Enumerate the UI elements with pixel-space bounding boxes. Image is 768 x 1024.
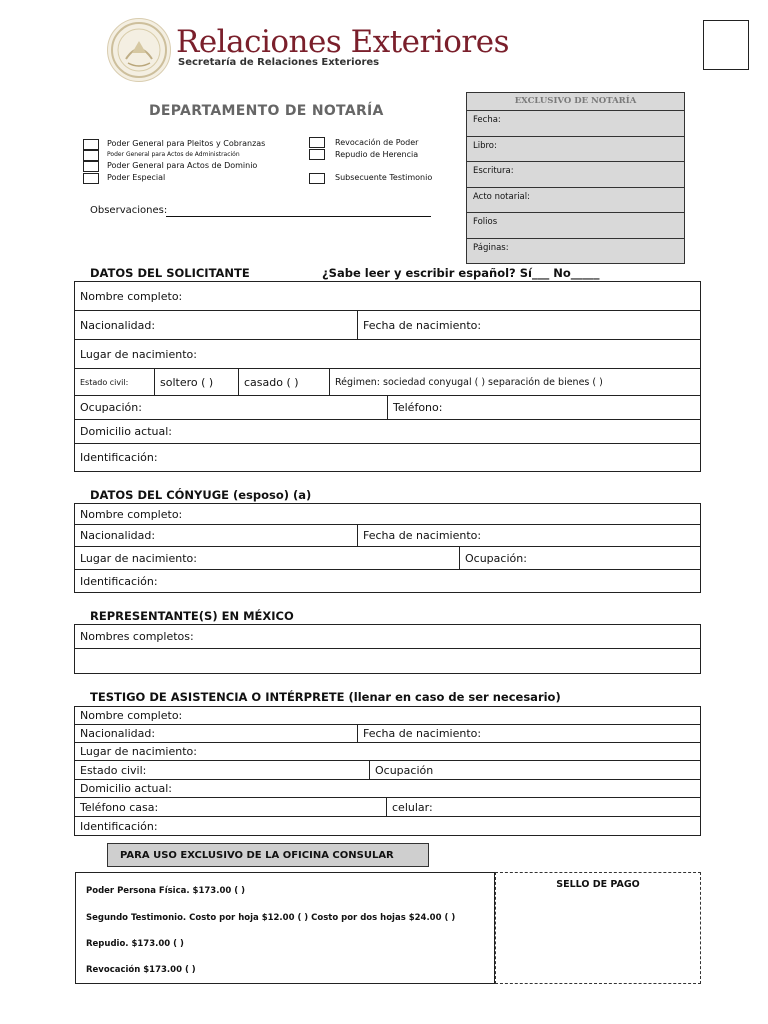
checkbox-revocacion[interactable] bbox=[309, 137, 325, 148]
field-label: Lugar de nacimiento: bbox=[80, 551, 197, 565]
domicilio-field[interactable] bbox=[75, 420, 700, 443]
option-label: Poder General para Pleitos y Cobranzas bbox=[107, 139, 266, 148]
consular-heading: PARA USO EXCLUSIVO DE LA OFICINA CONSULAR bbox=[107, 843, 429, 867]
option-label: Repudio de Herencia bbox=[335, 150, 419, 159]
field-label: Estado civil: bbox=[80, 377, 129, 387]
field-label: celular: bbox=[392, 800, 433, 814]
notary-row-label: Páginas: bbox=[473, 242, 509, 253]
regimen-field[interactable] bbox=[329, 369, 700, 395]
form-row bbox=[75, 743, 700, 761]
form-row bbox=[75, 725, 700, 743]
ministry-title: Relaciones Exteriores bbox=[176, 24, 509, 60]
fecha-nacimiento-field[interactable] bbox=[357, 311, 700, 339]
form-row bbox=[75, 420, 700, 444]
checkbox-repudio[interactable] bbox=[309, 149, 325, 160]
field-label: Teléfono: bbox=[393, 401, 443, 414]
field-label: Nacionalidad: bbox=[80, 318, 156, 332]
option-label: Poder General para Actos de Administración bbox=[107, 151, 240, 158]
field-label: Fecha de nacimiento: bbox=[363, 318, 482, 332]
ocupacion-field[interactable] bbox=[75, 396, 387, 419]
notary-box bbox=[466, 92, 685, 264]
identificacion-field[interactable] bbox=[75, 444, 700, 471]
notary-row-label: Fecha: bbox=[473, 115, 501, 125]
solicitante-form bbox=[74, 281, 701, 472]
option-label: Subsecuente Testimonio bbox=[335, 173, 433, 182]
field-label: Nombres completos: bbox=[80, 630, 194, 643]
conyuge-nombre-field[interactable] bbox=[75, 504, 700, 524]
testigo-form bbox=[74, 706, 701, 836]
testigo-identificacion-field[interactable] bbox=[75, 817, 700, 835]
field-label: Ocupación: bbox=[80, 401, 142, 414]
field-label: Fecha de nacimiento: bbox=[363, 529, 482, 542]
form-row bbox=[75, 780, 700, 798]
literacy-question: ¿Sabe leer y escribir español? Sí___ No_____ bbox=[322, 266, 600, 280]
solicitante-heading: DATOS DEL SOLICITANTE bbox=[90, 266, 250, 280]
field-label: Identificación: bbox=[80, 819, 158, 833]
checkbox-poder-admin[interactable] bbox=[83, 150, 99, 161]
field-label: Identificación: bbox=[80, 451, 158, 464]
testigo-fecha-nacimiento-field[interactable] bbox=[357, 725, 700, 742]
testigo-domicilio-field[interactable] bbox=[75, 780, 700, 797]
field-label: Ocupación: bbox=[465, 551, 527, 565]
ministry-subtitle: Secretaría de Relaciones Exteriores bbox=[178, 57, 380, 68]
testigo-ocupacion-field[interactable] bbox=[369, 761, 700, 779]
form-row bbox=[75, 798, 700, 817]
form-row bbox=[75, 311, 700, 340]
casado-option[interactable] bbox=[238, 369, 329, 395]
representantes-nombres-field[interactable] bbox=[75, 625, 700, 648]
field-label: casado ( ) bbox=[244, 375, 299, 389]
observaciones-label: Observaciones: bbox=[90, 205, 168, 216]
lugar-nacimiento-field[interactable] bbox=[75, 340, 700, 368]
fee-item[interactable]: Poder Persona Física. $173.00 ( ) bbox=[86, 886, 245, 896]
form-row bbox=[75, 761, 700, 780]
notary-row[interactable] bbox=[467, 137, 684, 163]
nacionalidad-field[interactable] bbox=[75, 311, 357, 339]
observaciones-field[interactable] bbox=[166, 216, 431, 217]
nombre-field[interactable] bbox=[75, 282, 700, 310]
notary-box-header: EXCLUSIVO DE NOTARÍA bbox=[467, 93, 684, 111]
department-title: DEPARTAMENTO DE NOTARÍA bbox=[149, 103, 384, 119]
form-row bbox=[75, 504, 700, 525]
form-row bbox=[75, 649, 700, 673]
checkbox-poder-dominio[interactable] bbox=[83, 161, 99, 172]
form-row bbox=[75, 547, 700, 570]
representantes-form bbox=[74, 624, 701, 674]
government-seal-logo bbox=[107, 18, 171, 82]
form-row bbox=[75, 444, 700, 471]
form-row bbox=[75, 396, 700, 420]
testigo-telefono-field[interactable] bbox=[75, 798, 386, 816]
conyuge-lugar-nacimiento-field[interactable] bbox=[75, 547, 459, 569]
fee-item[interactable]: Repudio. $173.00 ( ) bbox=[86, 939, 184, 949]
field-label: Domicilio actual: bbox=[80, 425, 172, 438]
soltero-option[interactable] bbox=[154, 369, 238, 395]
telefono-field[interactable] bbox=[387, 396, 700, 419]
testigo-celular-field[interactable] bbox=[386, 798, 700, 816]
form-row bbox=[75, 625, 700, 649]
field-label: Estado civil: bbox=[80, 763, 147, 777]
field-label: Teléfono casa: bbox=[80, 800, 159, 814]
field-label: Nombre completo: bbox=[80, 709, 183, 722]
field-label: Nacionalidad: bbox=[80, 727, 156, 740]
testigo-heading: TESTIGO DE ASISTENCIA O INTÉRPRETE (llenar en caso de ser necesario) bbox=[90, 690, 561, 704]
field-label: Nombre completo: bbox=[80, 289, 183, 303]
field-label: Ocupación bbox=[375, 763, 434, 777]
photo-stamp-box bbox=[703, 20, 749, 70]
form-row bbox=[75, 707, 700, 725]
payment-stamp-box: SELLO DE PAGO bbox=[495, 872, 701, 984]
notary-row[interactable] bbox=[467, 213, 684, 239]
form-row bbox=[75, 282, 700, 311]
testigo-nombre-field[interactable] bbox=[75, 707, 700, 724]
checkbox-poder-especial[interactable] bbox=[83, 173, 99, 184]
field-label: Lugar de nacimiento: bbox=[80, 347, 197, 361]
option-label: Revocación de Poder bbox=[335, 138, 419, 147]
field-label: Fecha de nacimiento: bbox=[363, 727, 482, 740]
testigo-estado-civil-field[interactable] bbox=[75, 761, 369, 779]
notary-row-label: Folios bbox=[473, 217, 498, 227]
notary-row[interactable] bbox=[467, 239, 684, 265]
representantes-heading: REPRESENTANTE(S) EN MÉXICO bbox=[90, 609, 294, 623]
notary-row-label: Escritura: bbox=[473, 166, 514, 176]
conyuge-identificacion-field[interactable] bbox=[75, 570, 700, 592]
field-label: Domicilio actual: bbox=[80, 782, 172, 795]
field-label: Identificación: bbox=[80, 574, 158, 588]
field-label: soltero ( ) bbox=[160, 375, 214, 389]
fees-box bbox=[75, 872, 495, 984]
notary-row[interactable] bbox=[467, 188, 684, 214]
form-row bbox=[75, 340, 700, 369]
checkbox-subsecuente[interactable] bbox=[309, 173, 325, 184]
notary-row-label: Acto notarial: bbox=[473, 191, 530, 202]
notary-row[interactable] bbox=[467, 111, 684, 137]
conyuge-fecha-nacimiento-field[interactable] bbox=[357, 525, 700, 546]
option-label: Poder Especial bbox=[107, 173, 166, 182]
field-label: Nacionalidad: bbox=[80, 529, 156, 542]
form-row bbox=[75, 570, 700, 592]
testigo-lugar-nacimiento-field[interactable] bbox=[75, 743, 700, 760]
form-row bbox=[75, 525, 700, 547]
field-label: Lugar de nacimiento: bbox=[80, 745, 197, 758]
fee-item[interactable]: Revocación $173.00 ( ) bbox=[86, 965, 196, 975]
conyuge-ocupacion-field[interactable] bbox=[459, 547, 700, 569]
notary-row[interactable] bbox=[467, 162, 684, 188]
form-row bbox=[75, 817, 700, 835]
form-row bbox=[75, 369, 700, 396]
option-label: Poder General para Actos de Dominio bbox=[107, 161, 258, 170]
conyuge-heading: DATOS DEL CÓNYUGE (esposo) (a) bbox=[90, 488, 312, 502]
estado-civil-label bbox=[75, 369, 154, 395]
notary-row-label: Libro: bbox=[473, 140, 497, 151]
checkbox-poder-pleitos[interactable] bbox=[83, 139, 99, 150]
representantes-extra-field[interactable] bbox=[75, 649, 700, 673]
field-label: Régimen: sociedad conyugal ( ) separación de bienes ( ) bbox=[335, 376, 603, 388]
conyuge-nacionalidad-field[interactable] bbox=[75, 525, 357, 546]
field-label: Nombre completo: bbox=[80, 507, 183, 521]
conyuge-form bbox=[74, 503, 701, 593]
fee-item[interactable]: Segundo Testimonio. Costo por hoja $12.00 ( ) Costo por dos hojas $24.00 ( ) bbox=[86, 913, 456, 923]
testigo-nacionalidad-field[interactable] bbox=[75, 725, 357, 742]
